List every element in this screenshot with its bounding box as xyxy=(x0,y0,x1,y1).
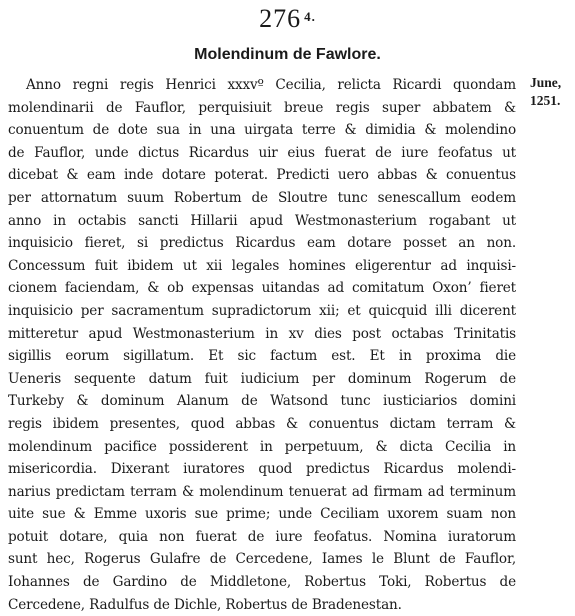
text-line: uite sue & Emme uxoris sue prime; unde Ceciliam uxorem suam non xyxy=(8,506,516,523)
text-line: Cercedene, Radulfus de Dichle, Robertus de Bradenestan. xyxy=(8,596,402,613)
page-number xyxy=(0,4,575,34)
text-line: Iohannes de Gardino de Middletone, Robertus Toki, Robertus de xyxy=(8,574,516,591)
text-line: inquisicio per sacramentum supradictorum xii; et quicquid illi dicerent xyxy=(8,302,516,319)
text-line: conuentum de dote sua in una uirgata terre & dimidia & molendino xyxy=(8,122,516,139)
text-line: sunt hec, Rogerus Gulafre de Cercedene, Iames le Blunt de Fauflor, xyxy=(8,551,516,568)
text-line: narius predictam terram & molendinum tenuerat ad firmam ad terminum xyxy=(8,483,516,500)
margin-date-note xyxy=(530,74,575,110)
text-line: regis ibidem presentes, quod abbas & conuentus dictam terram & xyxy=(8,415,516,432)
page-number-superscript: 4. xyxy=(304,9,316,24)
text-line: molendinum pacifice possiderent in perpetuum, & dicta Cecilia in xyxy=(8,438,516,455)
body-text xyxy=(8,74,516,616)
text-line: Concessum fuit ibidem ut xii legales homines eligerentur ad inquisi- xyxy=(8,257,516,274)
text-line: sigillis eorum sigillatum. Et sic factum est. Et in proxima die xyxy=(8,348,516,365)
text-line: mitteretur apud Westmonasterium in xv dies post octabas Trinitatis xyxy=(8,325,516,342)
section-heading: Molendinum de Fawlore. xyxy=(194,46,381,63)
text-line: misericordia. Dixerant iuratores quod predictus Ricardus molendi- xyxy=(8,461,516,478)
text-line: de Fauflor, unde dictus Ricardus uir eius fuerat de iure feofatus ut xyxy=(8,144,516,161)
text-line: dicebat & eam inde dotare poterat. Predicti uero abbas & conuentus xyxy=(8,167,516,184)
text-line: inquisicio fieret, si predictus Ricardus eam dotare posset an non. xyxy=(8,235,516,252)
margin-note-month: June, xyxy=(530,75,562,90)
text-line: potuit dotare, quia non fuerat de iure feofatus. Nomina iuratorum xyxy=(8,528,516,545)
text-line: Anno regni regis Henrici xxxvº Cecilia, relicta Ricardi quondam xyxy=(26,77,516,93)
text-line: molendinarii de Fauflor, perquisiuit breue regis super abbatem & xyxy=(8,99,516,116)
text-line: Ueneris sequente datum fuit iudicium per dominum Rogerum de xyxy=(8,370,516,387)
text-line: cionem faciendam, & ob expensas uitandas ad comitatum Oxon’ fieret xyxy=(8,280,516,297)
text-line: anno in octabis sancti Hillarii apud Westmonasterium rogabant ut xyxy=(8,212,516,229)
margin-note-year: 1251. xyxy=(530,93,561,108)
page-number-value: 276 xyxy=(259,4,302,33)
text-line: Turkeby & dominum Alanum de Watsond tunc iusticiarios domini xyxy=(8,393,516,410)
text-line: per attornatum suum Robertum de Sloutre tunc senescallum eodem xyxy=(8,189,516,206)
